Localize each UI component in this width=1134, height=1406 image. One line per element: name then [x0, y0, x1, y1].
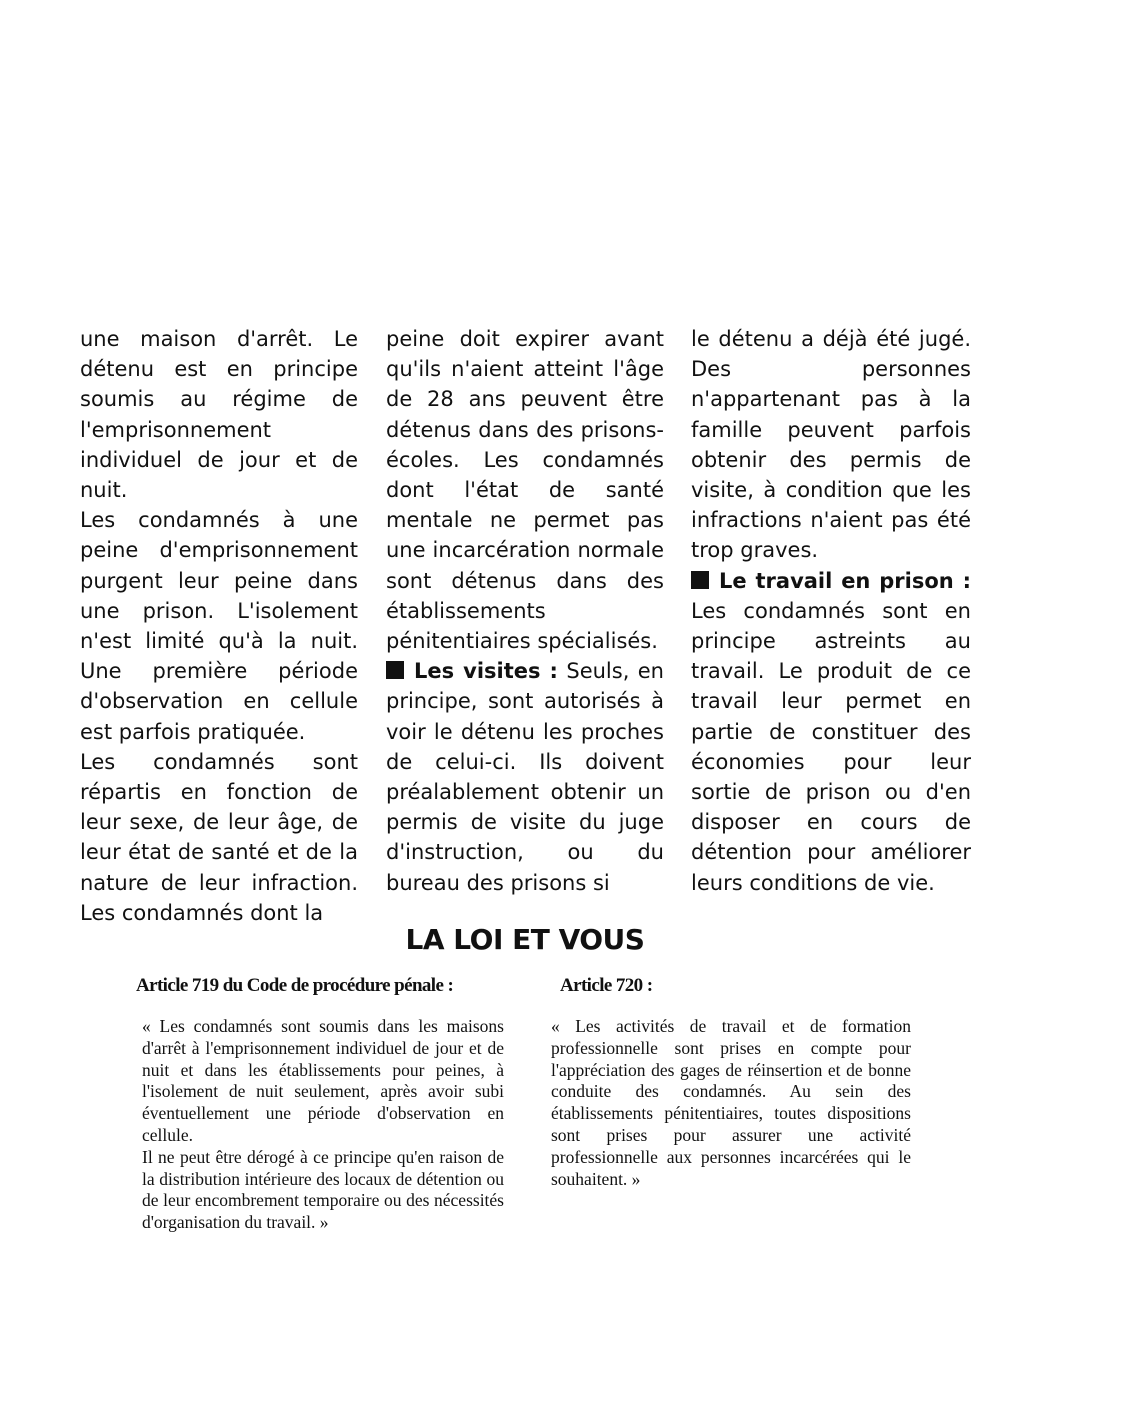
square-bullet-icon	[386, 661, 404, 679]
article-720-body	[551, 1016, 911, 1190]
section-text-travail: Les condamnés sont en principe astreints au travail. Le produit de ce travail leur permet en partie de constituer des économies pour leur sortie de prison ou d'en disposer en cours de détention pour améliorer leurs conditions de vie.	[691, 598, 971, 895]
article-paragraph: Il ne peut être dérogé à ce principe qu'en raison de la distribution intérieure des locaux de détention ou de leur encombrement temporaire ou des nécessités d'organisation du travail. »	[142, 1146, 504, 1233]
article-paragraph: « Les activités de travail et de formation professionnelle sont prises en compte pour l'appréciation des gages de réinsertion et de bonne conduite des condamnés. Au sein des établissements pénitentiaires, toutes dispositions sont prises pour assurer une activité professionnelle aux personnes incarcérées qui le souhaitent. »	[551, 1016, 911, 1189]
section-heading-travail: Le travail en prison :	[719, 568, 971, 593]
article-column-2	[386, 324, 664, 898]
article-paragraph: « Les condamnés sont soumis dans les maisons d'arrêt à l'emprisonnement individuel de jour et de nuit et dans les établissements pour peines, à l'isolement de nuit seulement, après avoir subi éventuellement une période d'observation en cellule.	[142, 1016, 504, 1145]
square-bullet-icon	[691, 571, 709, 589]
law-section-title: LA LOI ET VOUS	[405, 923, 645, 956]
section-visites	[386, 656, 664, 898]
article-719-heading: Article 719 du Code de procédure pénale :	[136, 975, 454, 996]
article-column-1	[80, 324, 358, 928]
column-paragraph: Les condamnés à une peine d'emprisonnement purgent leur peine dans une prison. L'isolement n'est limité qu'à la nuit. Une première période d'observation en cellule est parfois pratiquée.	[80, 508, 358, 744]
column-paragraph: le détenu a déjà été jugé. Des personnes n'appartenant pas à la famille peuvent parfois obtenir des permis de visite, à condition que les infractions n'aient pas été trop graves.	[691, 327, 971, 563]
article-720-heading: Article 720 :	[560, 975, 653, 996]
column-paragraph: une maison d'arrêt. Le détenu est en principe soumis au régime de l'emprisonnement individuel de jour et de nuit.	[80, 327, 358, 503]
column-paragraph: peine doit expirer avant qu'ils n'aient atteint l'âge de 28 ans peuvent être détenus dans des prisons-écoles. Les condamnés dont l'état de santé mentale ne permet pas une incarcération normale sont détenus dans des établissements pénitentiaires spécialisés.	[386, 327, 664, 654]
section-text-visites: Seuls, en principe, sont autorisés à voir le détenu les proches de celui-ci. Ils doivent préalablement obtenir un permis de visite du juge d'instruction, ou du bureau des prisons si	[386, 659, 664, 895]
article-column-3	[691, 324, 971, 898]
section-heading-visites: Les visites :	[414, 659, 558, 684]
section-travail	[691, 566, 971, 898]
article-719-body	[142, 1016, 504, 1234]
column-paragraph: Les condamnés sont répartis en fonction de leur sexe, de leur âge, de leur état de santé et de la nature de leur infraction. Les condamnés dont la	[80, 749, 358, 925]
